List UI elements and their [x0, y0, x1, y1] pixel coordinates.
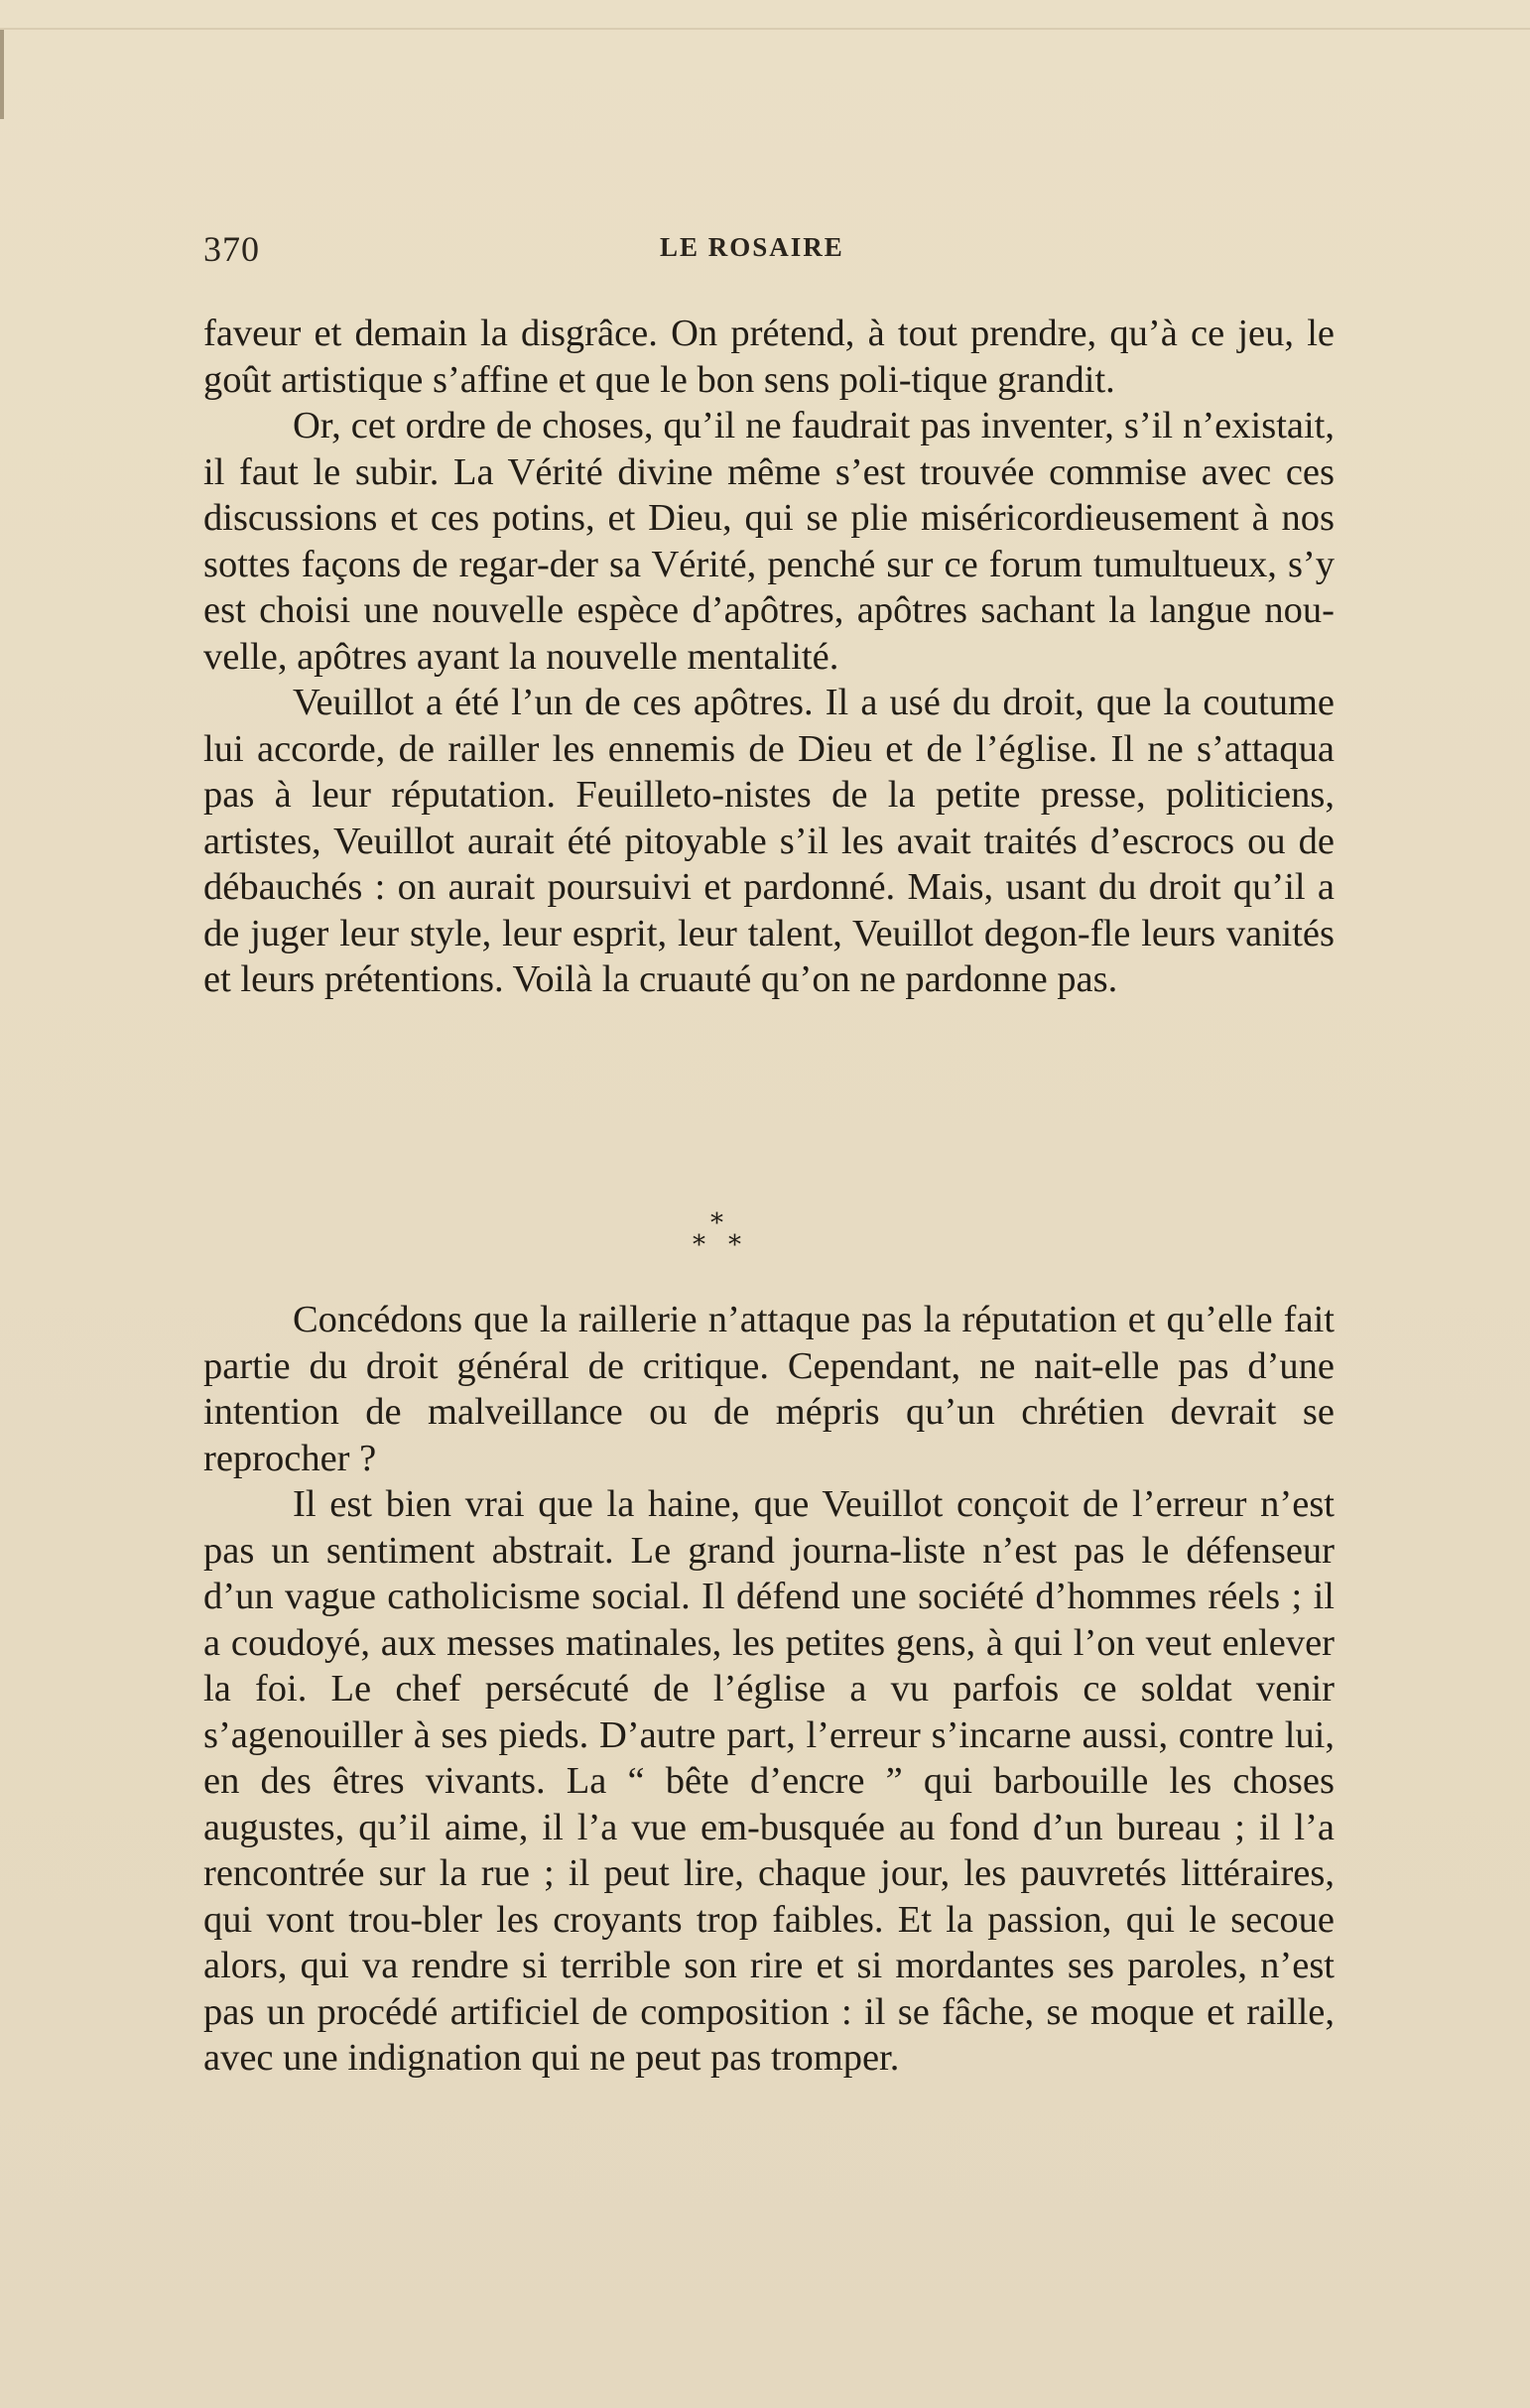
- page-number: 370: [203, 229, 260, 269]
- page-left-edge: [0, 30, 4, 119]
- paragraph-continued: faveur et demain la disgrâce. On prétend, à tout prendre, qu’à ce jeu, le goût artistique s’affine et que le bon sens poli-tique grandit.: [203, 313, 1335, 401]
- asterisk-mark: *: [728, 1230, 741, 1260]
- page-header: [203, 228, 1339, 278]
- paragraph: Or, cet ordre de choses, qu’il ne faudrait pas inventer, s’il n’existait, il faut le subir. La Vérité divine même s’est trouvée commise avec ces discussions et ces potins, et Dieu, qui se plie miséricordieusement à nos sottes façons de regar-der sa Vérité, penché sur ce forum tumultueux, s’y est choisi une nouvelle espèce d’apôtres, apôtres sachant la langue nou-velle, apôtres ayant la nouvelle mentalité.: [203, 405, 1335, 678]
- section-break-asterism: [0, 1210, 1530, 1270]
- paragraph: Veuillot a été l’un de ces apôtres. Il a usé du droit, que la coutume lui accorde, de railler les ennemis de Dieu et de l’église. Il ne s’attaqua pas à leur réputation. Feuilleto-nistes de la petite presse, politiciens, artistes, Veuillot aurait été pitoyable s’il les avait traités d’escrocs ou de débauchés : on aurait poursuivi et pardonné. Mais, usant du droit qu’il a de juger leur style, leur esprit, leur talent, Veuillot degon-fle leurs vanités et leurs prétentions. Voilà la cruauté qu’on ne pardonne pas.: [203, 682, 1335, 1000]
- text-block-lower: [203, 1297, 1335, 2082]
- paragraph: Concédons que la raillerie n’attaque pas la réputation et qu’elle fait partie du droit général de critique. Cependant, ne nait-elle pas d’une intention de malveillance ou de mépris qu’un chrétien devrait se reprocher ?: [203, 1299, 1335, 1479]
- asterisk-mark: *: [693, 1230, 705, 1260]
- running-title: LE ROSAIRE: [660, 232, 844, 262]
- page-top-edge: [0, 28, 1530, 30]
- asterisk-mark: *: [710, 1208, 723, 1238]
- text-block-upper: [203, 311, 1335, 1003]
- paragraph: Il est bien vrai que la haine, que Veuillot conçoit de l’erreur n’est pas un sentiment abstrait. Le grand journa-liste n’est pas le défenseur d’un vague catholicisme social. Il défend une société d’hommes réels ; il a coudoyé, aux messes matinales, les petites gens, à qui l’on veut enlever la foi. Le chef persécuté de l’église a vu parfois ce soldat venir s’agenouiller à ses pieds. D’autre part, l’erreur s’incarne aussi, contre lui, en des êtres vivants. La “ bête d’encre ” qui barbouille les choses augustes, qu’il aime, il l’a vue em-busquée au fond d’un bureau ; il l’a rencontrée sur la rue ; il peut lire, chaque jour, les pauvretés littéraires, qui vont trou-bler les croyants trop faibles. Et la passion, qui le secoue alors, qui va rendre si terrible son rire et si mordantes ses paroles, n’est pas un procédé artificiel de composition : il se fâche, se moque et raille, avec une indignation qui ne peut pas tromper.: [203, 1483, 1335, 2079]
